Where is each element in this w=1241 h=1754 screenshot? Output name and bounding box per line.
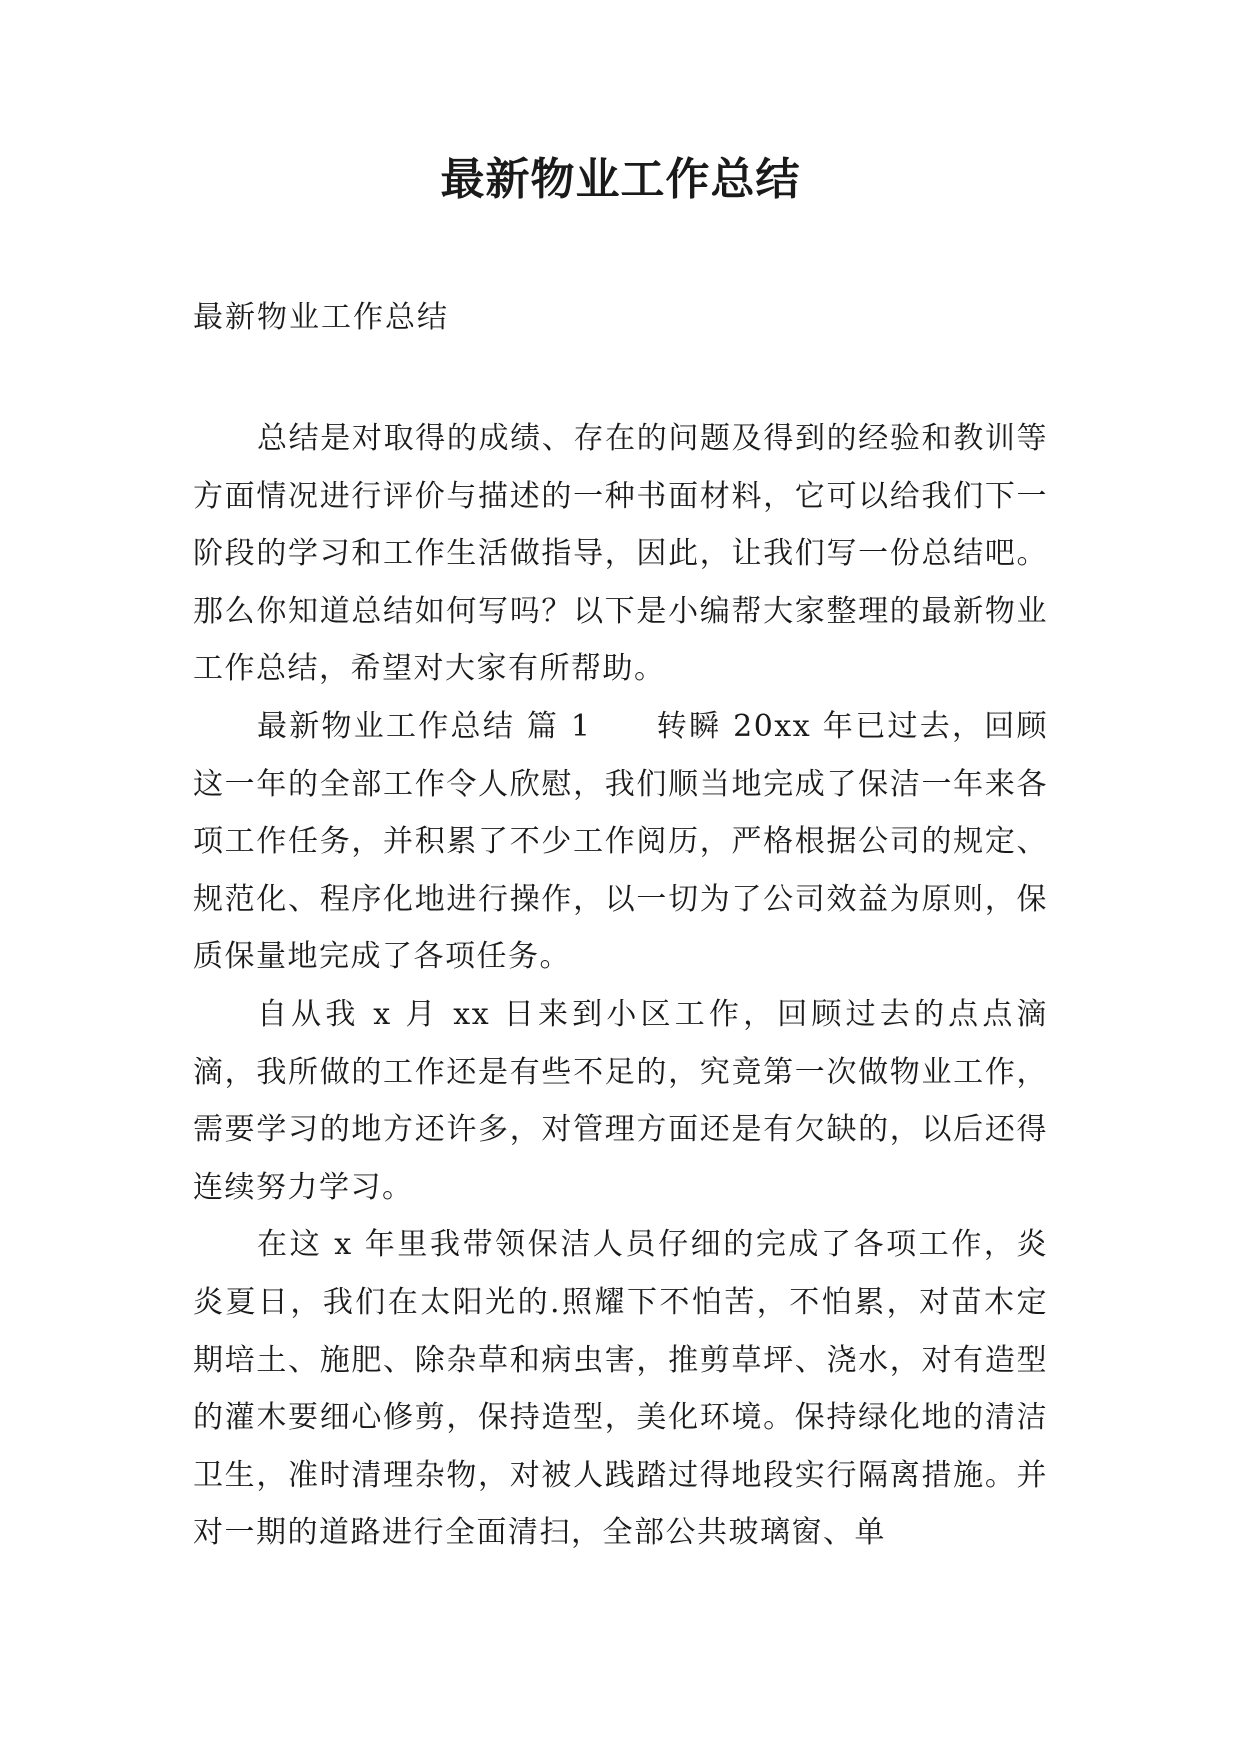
paragraph-review: 自从我 x 月 xx 日来到小区工作，回顾过去的点点滴滴，我所做的工作还是有些不足的，究竟第一次做物业工作，需要学习的地方还许多，对管理方面还是有欠缺的，以后还得连续努力学习。 — [193, 996, 1048, 1205]
document-body — [193, 410, 1048, 1562]
paragraph-greening: 在这 x 年里我带领保洁人员仔细的完成了各项工作，炎炎夏日，我们在太阳光的.照耀下不怕苦，不怕累，对苗木定期培土、施肥、除杂草和病虫害，推剪草坪、浇水，对有造型的灌木要细心修剪，保持造型，美化环境。保持绿化地的清洁卫生，准时清理杂物，对被人践踏过得地段实行隔离措施。并对一期的道路进行全面清扫，全部公共玻璃窗、单 — [193, 1227, 1048, 1551]
paragraph-part1: 最新物业工作总结 篇 1 转瞬 20xx 年已过去，回顾这一年的全部工作令人欣慰，我们顺当地完成了保洁一年来各项工作任务，并积累了不少工作阅历，严格根据公司的规定、规范化、程序化地进行操作，以一切为了公司效益为原则，保质保量地完成了各项任务。 — [193, 708, 1048, 975]
document-title: 最新物业工作总结 — [440, 154, 801, 205]
paragraph-intro: 总结是对取得的成绩、存在的问题及得到的经验和教训等方面情况进行评价与描述的一种书面材料，它可以给我们下一阶段的学习和工作生活做指导，因此，让我们写一份总结吧。那么你知道总结如何写吗？以下是小编帮大家整理的最新物业工作总结，希望对大家有所帮助。 — [193, 421, 1048, 687]
document-subtitle: 最新物业工作总结 — [193, 300, 449, 335]
